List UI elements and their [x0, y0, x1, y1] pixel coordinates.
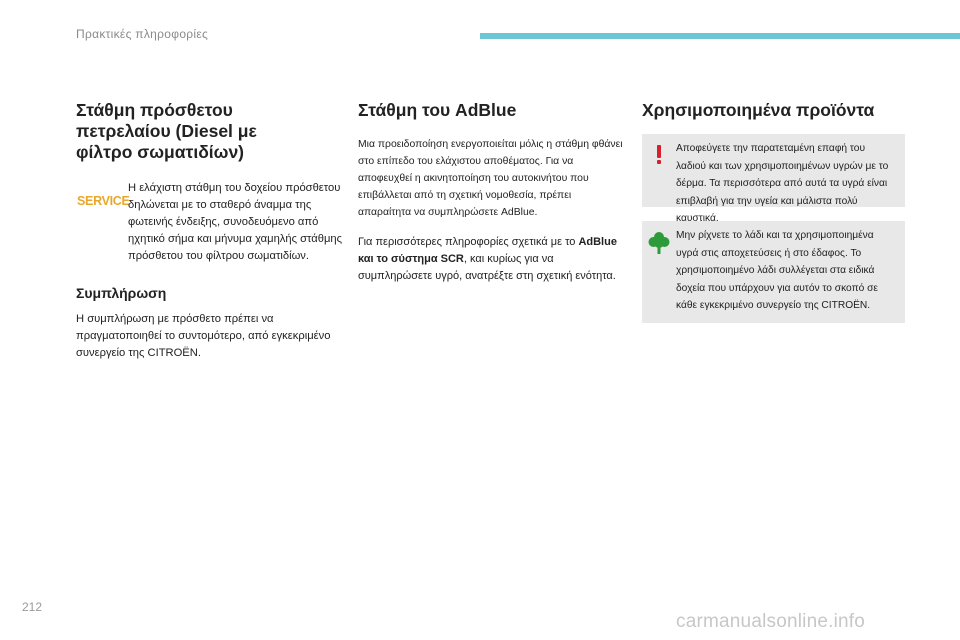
- more-info-text: Για περισσότερες πληροφορίες σχετικά με το: [358, 236, 579, 248]
- page-number: 212: [22, 600, 43, 614]
- adblue-scr-reference: AdBlue και το σύστημα SCR: [358, 236, 617, 265]
- used-products-title: Χρησιμοποιημένα προϊόντα: [642, 100, 875, 120]
- service-badge-graphic: [76, 193, 130, 208]
- service-description: Η ελάχιστη στάθμη του δοχείου πρόσθετου δηλώνεται με το σταθερό άναμμα της φωτεινής ένδειξης, συνοδευόμενο από ηχητικό σήμα και μήνυμα χαμηλής στάθμης πρόσθετου του φίλτρου σωματιδίων.: [128, 182, 343, 262]
- title-line: φίλτρο σωματιδίων): [76, 142, 245, 162]
- column-additive-level: [76, 100, 346, 362]
- header-accent-bar: [480, 33, 960, 39]
- exclamation-icon: [642, 134, 676, 207]
- refill-heading: Συμπλήρωση: [76, 285, 167, 301]
- service-badge-text: SERVICE: [77, 194, 130, 208]
- more-info-text-end: , και κυρίως για να συμπληρώσετε υγρό, ανατρέξτε στη σχετική ενότητα.: [358, 253, 616, 282]
- eco-box: [642, 221, 905, 323]
- column-adblue-level: [358, 100, 626, 285]
- watermark: carmanualsonline.info: [676, 611, 866, 632]
- warning-text: Αποφεύγετε την παρατεταμένη επαφή του λαδιού και των χρησιμοποιημένων υγρών με το δέρμα. Τα περισσότερα από αυτά τα υγρά είναι επιβλαβή για την υγεία και μάλιστα πολύ καυστικά.: [676, 143, 889, 224]
- warning-box: [642, 134, 905, 224]
- adblue-more-info: [358, 234, 626, 285]
- additive-level-title: [76, 100, 346, 163]
- adblue-warning-text: Μια προειδοποίηση ενεργοποιείται μόλις η στάθμη φθάνει στο επίπεδο του ελάχιστου αποθέματος. Για να αποφευχθεί η ακινητοποίηση του αυτοκινήτου που επιβάλλεται από τη σχετική νομοθεσία, πρέπει απαραίτητα να συμπληρώσετε AdBlue.: [358, 139, 623, 218]
- refill-text: Η συμπλήρωση με πρόσθετο πρέπει να πραγματοποιηθεί το συντομότερο, από εγκεκριμένο συνεργείο της CITROËN.: [76, 313, 331, 359]
- title-line: πετρελαίου (Diesel με: [76, 121, 257, 141]
- adblue-title: Στάθμη του AdBlue: [358, 100, 517, 120]
- service-warning-row: [76, 180, 346, 265]
- eco-text: Μην ρίχνετε το λάδι και τα χρησιμοποιημένα υγρά στις αποχετεύσεις ή στο έδαφος. Το χρησιμοποιημένο λάδι συλλέγεται στα ειδικά δοχεία που υπάρχουν για αυτόν το σκοπό σε κάθε εγκεκριμένο συνεργείο της CITROËN.: [676, 230, 878, 311]
- tree-icon: [642, 221, 676, 323]
- service-icon: [76, 180, 128, 265]
- section-title: Πρακτικές πληροφορίες: [76, 27, 209, 41]
- title-line: Στάθμη πρόσθετου: [76, 100, 233, 120]
- column-used-products: [642, 100, 905, 323]
